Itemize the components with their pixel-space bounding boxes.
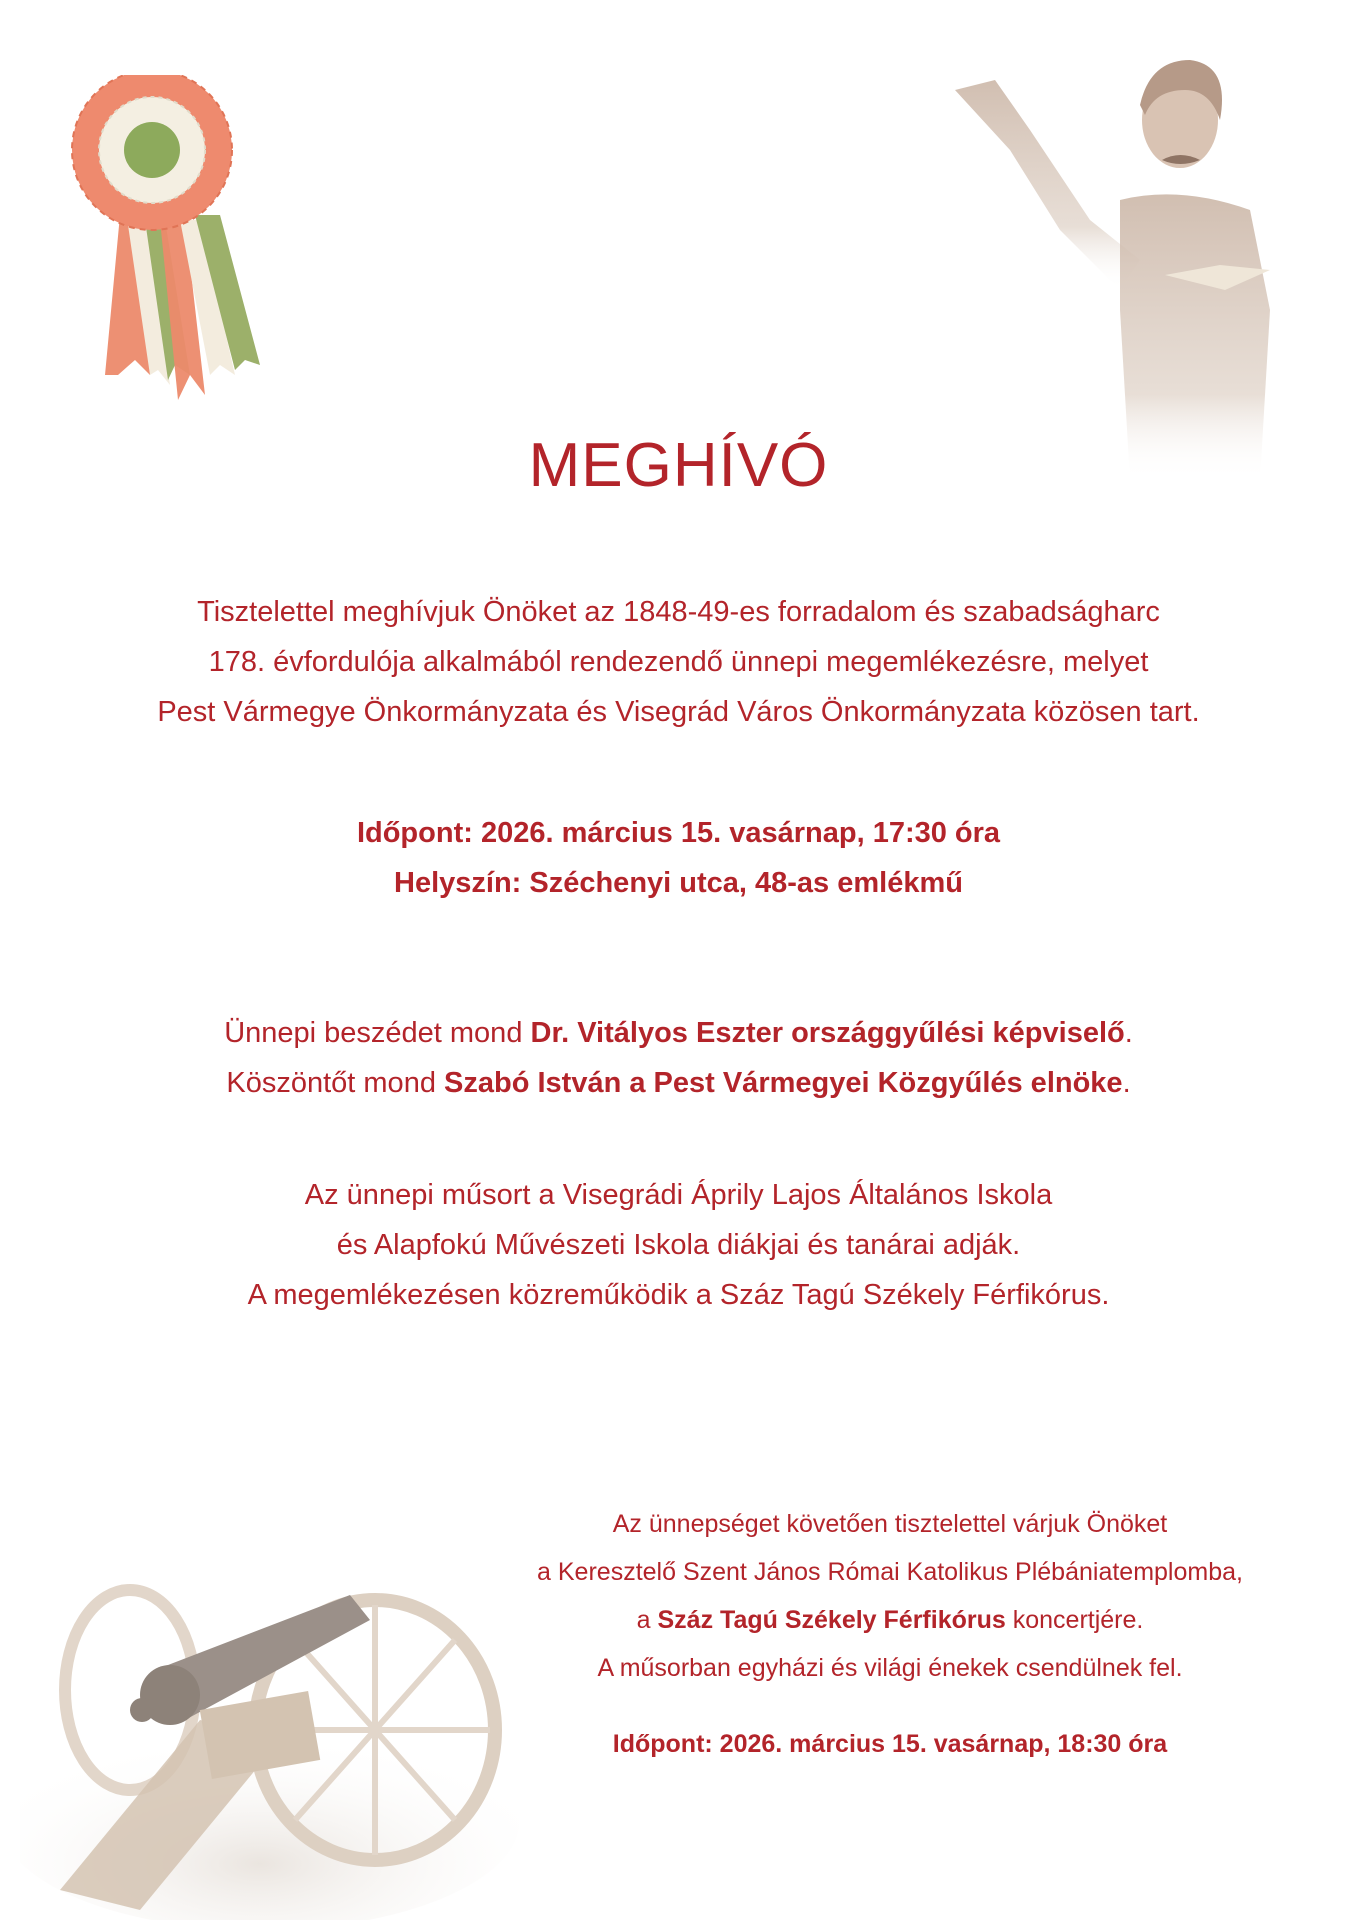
cockade-illustration xyxy=(50,75,260,410)
intro-line: 178. évfordulója alkalmából rendezendő ünnepi megemlékezésre, melyet xyxy=(208,646,1149,678)
program-paragraph xyxy=(0,1170,1357,1320)
intro-paragraph xyxy=(0,587,1357,737)
speaker-role-text: Ünnepi beszédet mond xyxy=(224,1017,531,1049)
event-location: Helyszín: Széchenyi utca, 48-as emlékmű xyxy=(394,867,963,899)
concert-line xyxy=(470,1596,1310,1644)
choir-name: Száz Tagú Székely Férfikórus xyxy=(657,1606,1006,1634)
concert-paragraph xyxy=(470,1500,1310,1768)
speaker-line-greeting xyxy=(0,1058,1357,1108)
page-title: MEGHÍVÓ xyxy=(528,430,829,500)
punctuation: . xyxy=(1124,1017,1133,1049)
program-line: és Alapfokú Művészeti Iskola diákjai és tanárai adják. xyxy=(336,1229,1021,1261)
speaker-line-keynote xyxy=(0,1008,1357,1058)
event-time: Időpont: 2026. március 15. vasárnap, 17:30 óra xyxy=(356,817,1001,849)
speakers xyxy=(0,1008,1357,1108)
program-line: Az ünnepi műsort a Visegrádi Áprily Lajos Általános Iskola xyxy=(304,1179,1053,1211)
speaker-role-text: Köszöntőt mond xyxy=(226,1067,445,1099)
program-line: A megemlékezésen közreműködik a Száz Tagú Székely Férfikórus. xyxy=(247,1279,1110,1311)
concert-line: A műsorban egyházi és világi énekek csendülnek fel. xyxy=(597,1654,1183,1682)
concert-text: a xyxy=(636,1606,658,1634)
punctuation: . xyxy=(1122,1067,1131,1099)
intro-line: Tisztelettel meghívjuk Önöket az 1848-49-es forradalom és szabadságharc xyxy=(197,596,1160,628)
concert-line: Az ünnepséget követően tisztelettel várjuk Önöket xyxy=(612,1510,1168,1538)
orator-illustration xyxy=(950,50,1330,480)
event-details xyxy=(0,808,1357,908)
cannon-illustration xyxy=(20,1560,540,1920)
concert-time: Időpont: 2026. március 15. vasárnap, 18:30 óra xyxy=(612,1730,1168,1758)
concert-text: koncertjére. xyxy=(1005,1606,1144,1634)
speaker-name: Dr. Vitályos Eszter országgyűlési képviselő xyxy=(530,1017,1125,1049)
speaker-name: Szabó István a Pest Vármegyei Közgyűlés elnöke xyxy=(444,1067,1123,1099)
concert-line: a Keresztelő Szent János Római Katolikus Plébániatemplomba, xyxy=(537,1558,1243,1586)
intro-line: Pest Vármegye Önkormányzata és Visegrád Város Önkormányzata közösen tart. xyxy=(157,696,1200,728)
